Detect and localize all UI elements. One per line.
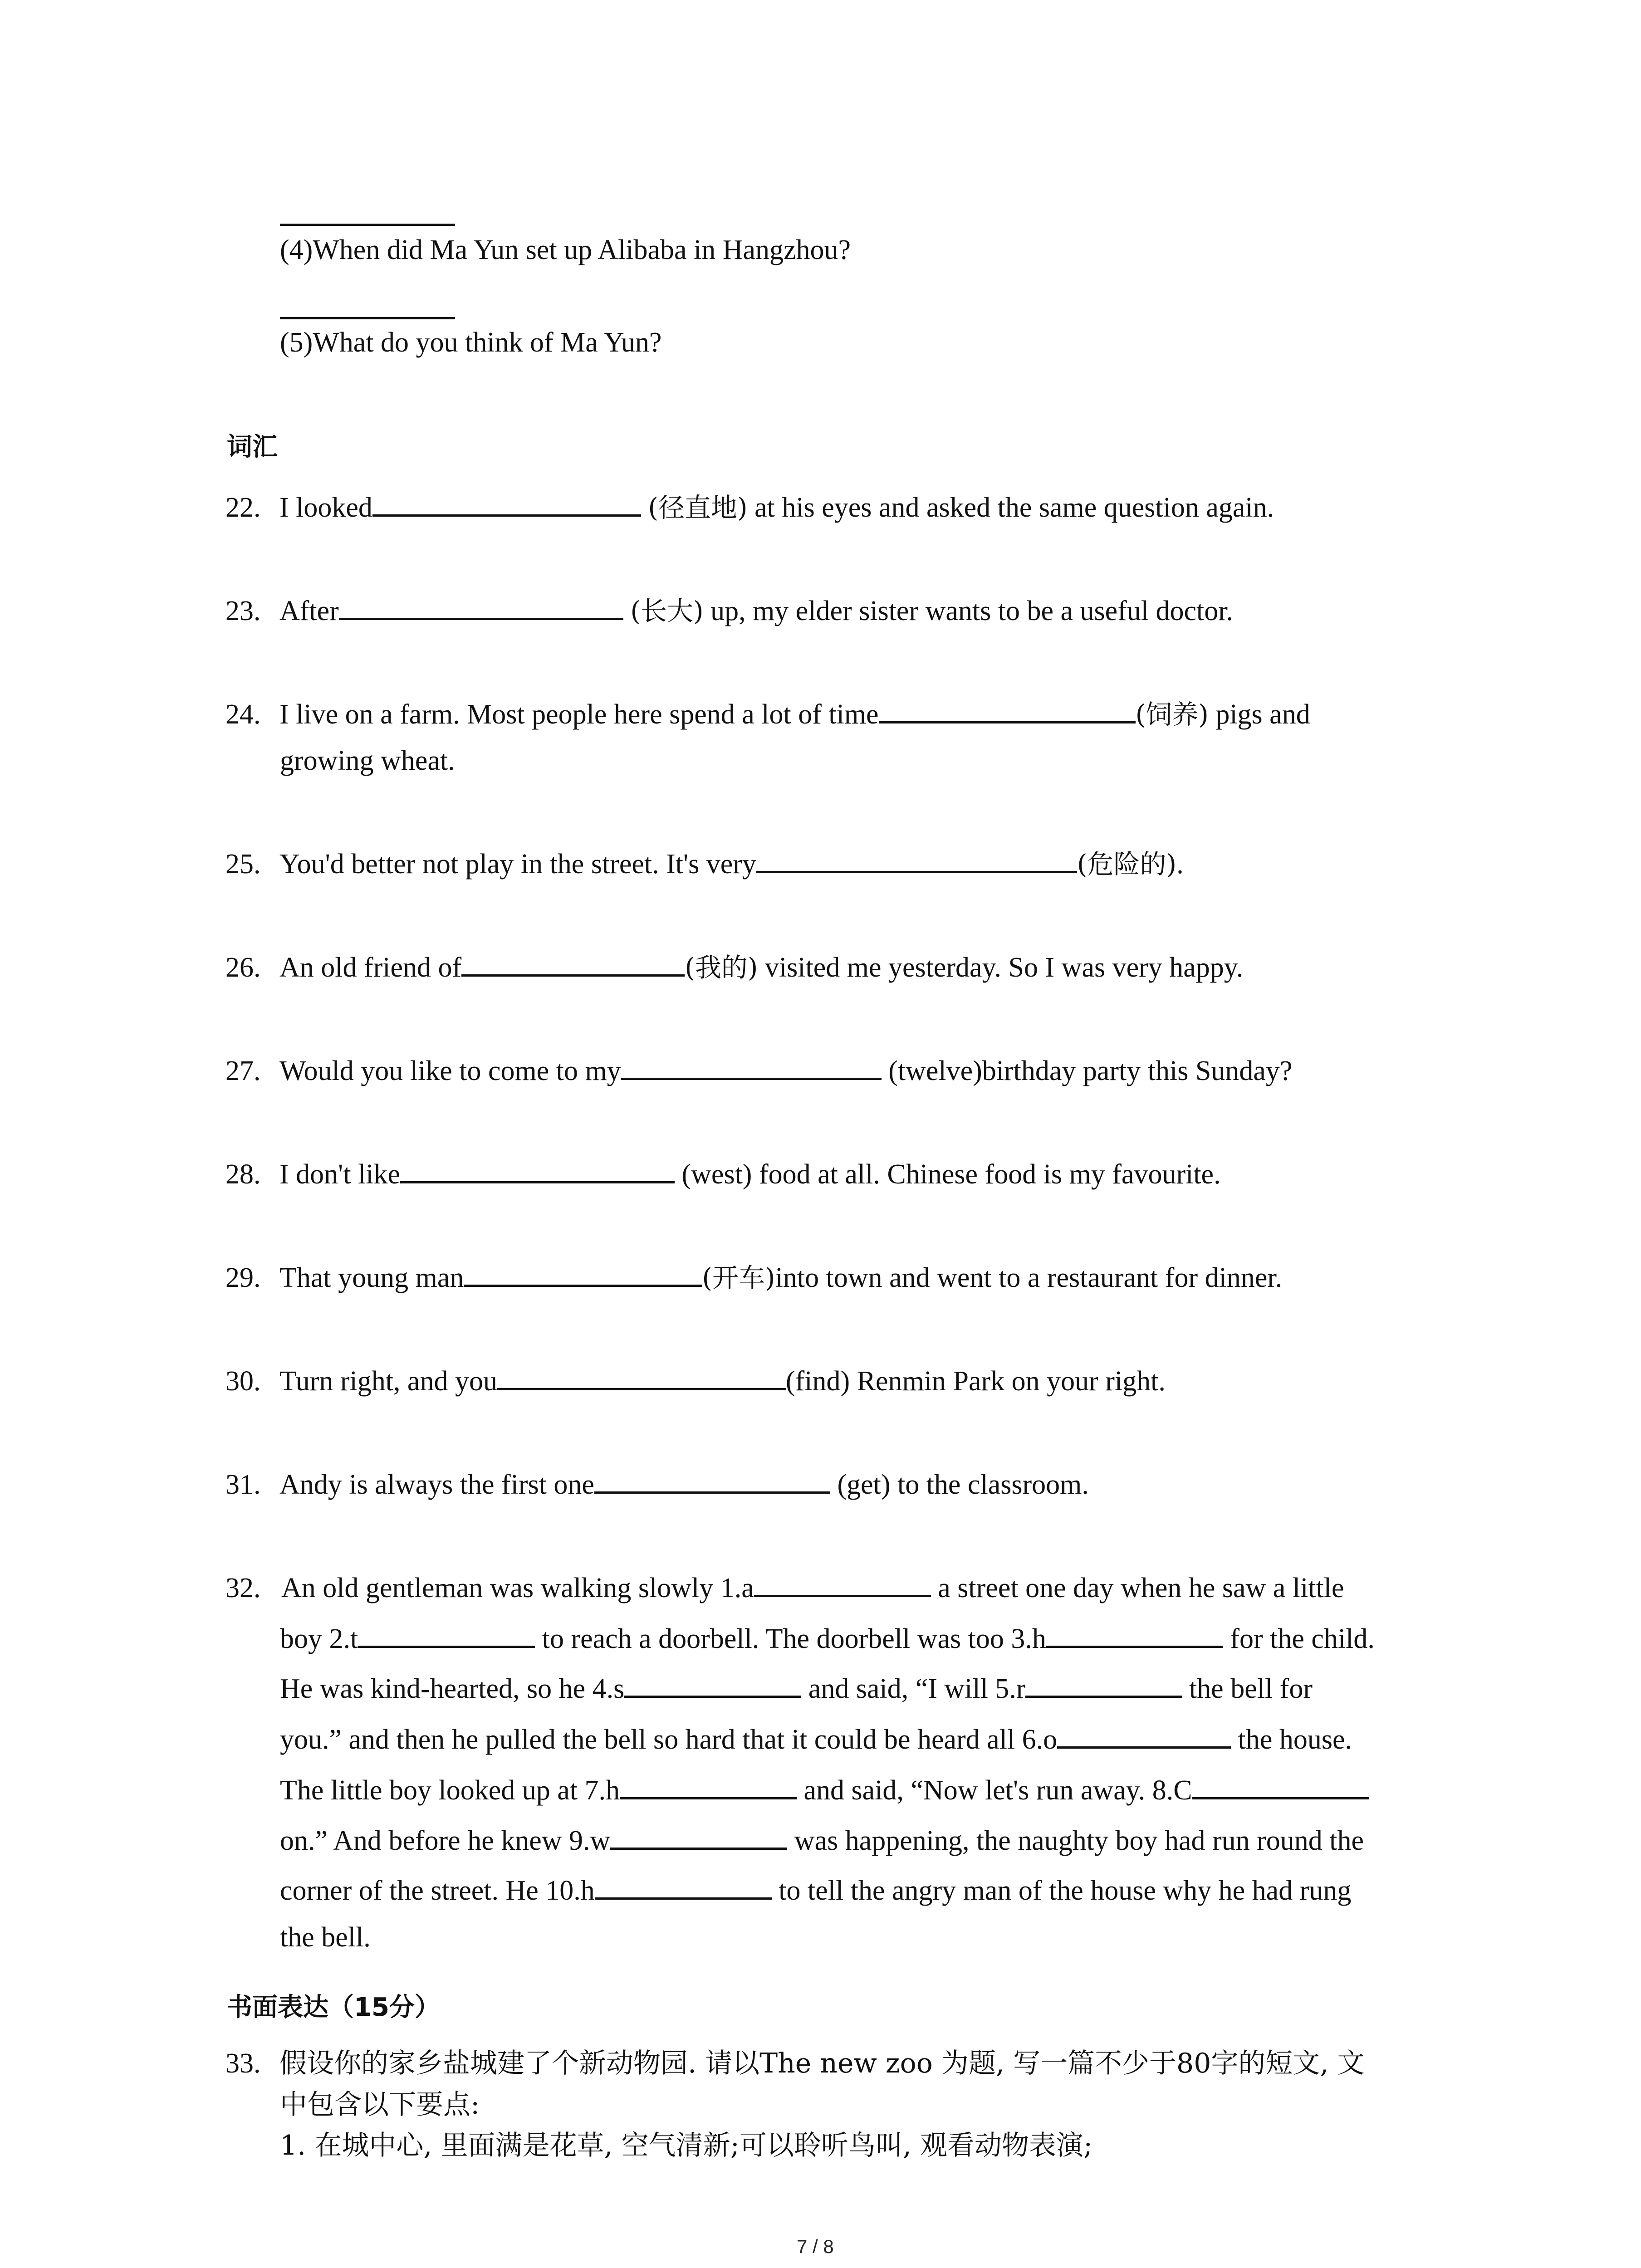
vocab-item-28	[225, 1160, 1221, 1188]
writing-prompt-line3: 1. 在城中心, 里面满是花草, 空气清新;可以聆听鸟叫, 观看动物表演;	[280, 2130, 1093, 2161]
cloze-line-8: the bell.	[280, 1922, 371, 1953]
item-text: up, my elder sister wants to be a useful doctor.	[703, 596, 1233, 626]
answer-blank[interactable]	[497, 1388, 786, 1390]
page-number: 7 / 8	[797, 2236, 834, 2257]
cloze-blank-9[interactable]	[610, 1847, 787, 1850]
cloze-text: to reach a doorbell. The doorbell was too 3.h	[535, 1623, 1046, 1654]
item-number: 22.	[225, 492, 261, 523]
cloze-blank-5[interactable]	[1025, 1695, 1182, 1698]
answer-blank[interactable]	[879, 721, 1136, 723]
writing-prompt-line2: 中包含以下要点:	[280, 2089, 480, 2121]
item-hint: (径直地)	[648, 492, 748, 523]
vocab-item-29	[225, 1264, 1282, 1292]
item-text: An old friend of	[279, 952, 462, 983]
cloze-line-2	[280, 1625, 1375, 1653]
item-text: (twelve)birthday party this Sunday?	[881, 1056, 1293, 1086]
answer-blank[interactable]	[400, 1181, 675, 1183]
section-heading-vocab: 词汇	[227, 432, 278, 462]
item-number: 32.	[225, 1573, 261, 1603]
item-text: I looked	[279, 492, 372, 523]
cloze-blank-7[interactable]	[620, 1797, 797, 1799]
cloze-text: on.” And before he knew 9.w	[280, 1825, 611, 1856]
item-text: You'd better not play in the street. It's very	[279, 849, 756, 880]
cloze-blank-6[interactable]	[1057, 1746, 1231, 1749]
item-text: pigs and	[1208, 699, 1310, 730]
vocab-item-24	[225, 700, 1310, 728]
item-text: Would you like to come to my	[279, 1056, 621, 1086]
answer-blank[interactable]	[756, 870, 1077, 873]
item-text: (west) food at all. Chinese food is my favourite.	[675, 1159, 1221, 1190]
cloze-line-3	[280, 1675, 1313, 1703]
cloze-text: and said, “Now let's run away. 8.C	[797, 1775, 1192, 1806]
section-heading-writing: 书面表达（15分）	[227, 1993, 440, 2022]
writing-prompt-text: 假设你的家乡盐城建了个新动物园. 请以The new zoo 为题, 写一篇不少于80字的短文, 文	[279, 2048, 1365, 2079]
cloze-line-7	[280, 1877, 1351, 1905]
item-number: 23.	[225, 596, 261, 626]
item-text: I don't like	[279, 1159, 401, 1190]
cloze-text: to tell the angry man of the house why he had rung	[771, 1875, 1352, 1906]
item-hint: (我的)	[685, 952, 758, 983]
answer-blank[interactable]	[461, 974, 685, 977]
answer-blank[interactable]	[464, 1284, 702, 1287]
cloze-text: you.” and then he pulled the bell so hard that it could be heard all 6.o	[280, 1724, 1058, 1755]
item-number: 27.	[225, 1056, 261, 1086]
vocab-item-22	[225, 494, 1274, 522]
cloze-text: He was kind-hearted, so he 4.s	[280, 1673, 625, 1704]
cloze-text: a street one day when he saw a little	[931, 1573, 1344, 1603]
cloze-line-1	[225, 1574, 1344, 1602]
item-number: 24.	[225, 699, 261, 730]
cloze-text: The little boy looked up at 7.h	[280, 1775, 620, 1806]
item-text: Turn right, and you	[279, 1366, 497, 1397]
cloze-blank-4[interactable]	[624, 1695, 801, 1698]
cloze-text: the house.	[1231, 1724, 1352, 1755]
item-number: 33.	[225, 2048, 261, 2079]
item-text: That young man	[279, 1262, 464, 1293]
cloze-text: for the child.	[1223, 1623, 1375, 1654]
cloze-text: and said, “I will 5.r	[801, 1673, 1026, 1704]
cloze-blank-10[interactable]	[595, 1897, 772, 1900]
cloze-blank-2[interactable]	[358, 1645, 535, 1648]
question-5: (5)What do you think of Ma Yun?	[280, 327, 662, 358]
vocab-item-25	[225, 850, 1184, 878]
item-text: (get) to the classroom.	[830, 1469, 1089, 1500]
answer-blank[interactable]	[339, 617, 623, 620]
item-hint: (饲养)	[1135, 699, 1209, 730]
cloze-text: the bell for	[1182, 1673, 1313, 1704]
answer-blank[interactable]	[621, 1077, 882, 1080]
answer-blank-q4[interactable]	[280, 317, 455, 319]
cloze-line-4	[280, 1725, 1352, 1754]
cloze-blank-8[interactable]	[1192, 1797, 1369, 1799]
cloze-blank-3[interactable]	[1046, 1645, 1223, 1648]
cloze-text: was happening, the naughty boy had run round the	[787, 1825, 1364, 1856]
vocab-item-31	[225, 1471, 1089, 1499]
vocab-item-26	[225, 953, 1243, 982]
item-number: 29.	[225, 1262, 261, 1293]
vocab-item-30	[225, 1367, 1166, 1395]
item-text: visited me yesterday. So I was very happy.	[758, 952, 1244, 983]
vocab-item-27	[225, 1057, 1292, 1085]
item-text: .	[1176, 849, 1184, 880]
item-hint: (开车)	[702, 1262, 775, 1293]
vocab-item-23	[225, 597, 1233, 625]
answer-blank-q3[interactable]	[280, 223, 455, 226]
answer-blank[interactable]	[372, 514, 641, 517]
cloze-blank-1[interactable]	[754, 1594, 931, 1597]
cloze-text: corner of the street. He 10.h	[280, 1875, 595, 1906]
item-number: 31.	[225, 1469, 261, 1500]
item-number: 28.	[225, 1159, 261, 1190]
item-number: 25.	[225, 849, 261, 880]
item-text: Andy is always the first one	[279, 1469, 594, 1500]
item-text: I live on a farm. Most people here spend a lot of time	[279, 699, 879, 730]
item-number: 26.	[225, 952, 261, 983]
item-number: 30.	[225, 1366, 261, 1397]
item-text: at his eyes and asked the same question again.	[747, 492, 1274, 523]
item-text: into town and went to a restaurant for dinner.	[775, 1262, 1283, 1293]
cloze-line-5	[280, 1776, 1369, 1804]
vocab-item-24-line2: growing wheat.	[280, 745, 455, 776]
item-text: After	[279, 596, 339, 626]
answer-blank[interactable]	[594, 1491, 830, 1494]
cloze-text: An old gentleman was walking slowly 1.a	[281, 1573, 754, 1603]
question-4: (4)When did Ma Yun set up Alibaba in Hangzhou?	[280, 235, 851, 265]
cloze-text: boy 2.t	[280, 1623, 358, 1654]
item-hint: (危险的)	[1077, 849, 1177, 880]
cloze-line-6	[280, 1827, 1364, 1855]
item-hint: (长大)	[630, 596, 704, 626]
item-text: (find) Renmin Park on your right.	[785, 1366, 1166, 1397]
writing-prompt-line1	[225, 2049, 1365, 2077]
